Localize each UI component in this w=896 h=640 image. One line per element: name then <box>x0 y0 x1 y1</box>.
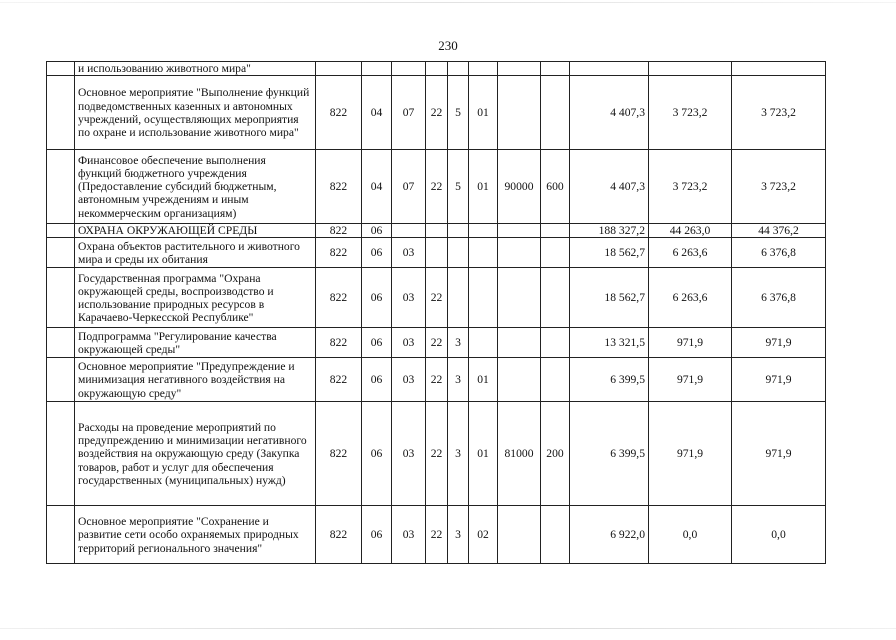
direction-code: 90000 <box>498 150 541 224</box>
main-activity-code <box>469 62 498 76</box>
section-code: 06 <box>362 358 392 402</box>
scan-edge-top <box>0 2 896 3</box>
direction-code <box>498 224 541 238</box>
amount-year-1: 18 562,7 <box>570 238 649 268</box>
table-row <box>47 268 826 328</box>
section-code: 04 <box>362 76 392 150</box>
subprogram-code <box>448 62 469 76</box>
amount-year-3: 3 723,2 <box>732 76 826 150</box>
row-name: Расходы на проведение мероприятий по предупреждению и минимизации негативного воздействия на окружающую среду (Закупка товаров, работ и услуг для обеспечения государственных (муниципальных) нужд) <box>75 402 316 506</box>
amount-year-3: 6 376,8 <box>732 238 826 268</box>
subsection-code: 07 <box>392 150 426 224</box>
subprogram-code: 3 <box>448 402 469 506</box>
subprogram-code <box>448 224 469 238</box>
table-row <box>47 358 826 402</box>
subsection-code: 03 <box>392 238 426 268</box>
subsection-code: 03 <box>392 328 426 358</box>
amount-year-3: 6 376,8 <box>732 268 826 328</box>
table-cell-blank <box>47 62 75 76</box>
amount-year-3: 0,0 <box>732 506 826 564</box>
expense-type-code <box>541 76 570 150</box>
amount-year-2: 44 263,0 <box>649 224 732 238</box>
subprogram-code <box>448 268 469 328</box>
amount-year-3: 971,9 <box>732 402 826 506</box>
main-activity-code: 01 <box>469 402 498 506</box>
main-activity-code <box>469 238 498 268</box>
subsection-code <box>392 224 426 238</box>
main-activity-code: 01 <box>469 76 498 150</box>
row-name: Финансовое обеспечение выполнения функций бюджетного учреждения (Предоставление субсидий бюджетным, автономным учреждениям и иным некоммерческим организациям) <box>75 150 316 224</box>
amount-year-2: 971,9 <box>649 328 732 358</box>
section-code: 06 <box>362 268 392 328</box>
table-cell-blank <box>47 150 75 224</box>
program-code: 22 <box>426 402 448 506</box>
expense-type-code: 200 <box>541 402 570 506</box>
section-code: 06 <box>362 238 392 268</box>
subsection-code <box>392 62 426 76</box>
grbs-code: 822 <box>316 506 362 564</box>
grbs-code: 822 <box>316 328 362 358</box>
row-name: Основное мероприятие "Сохранение и развитие сети особо охраняемых природных территорий регионального значения" <box>75 506 316 564</box>
amount-year-2: 0,0 <box>649 506 732 564</box>
program-code <box>426 62 448 76</box>
amount-year-1 <box>570 62 649 76</box>
subprogram-code <box>448 238 469 268</box>
grbs-code: 822 <box>316 150 362 224</box>
direction-code: 81000 <box>498 402 541 506</box>
program-code <box>426 238 448 268</box>
section-code: 04 <box>362 150 392 224</box>
grbs-code <box>316 62 362 76</box>
amount-year-1: 6 922,0 <box>570 506 649 564</box>
amount-year-2: 971,9 <box>649 402 732 506</box>
main-activity-code: 02 <box>469 506 498 564</box>
table-row <box>47 402 826 506</box>
program-code: 22 <box>426 150 448 224</box>
direction-code <box>498 76 541 150</box>
table-row <box>47 224 826 238</box>
grbs-code: 822 <box>316 76 362 150</box>
subsection-code: 07 <box>392 76 426 150</box>
expense-type-code <box>541 358 570 402</box>
program-code: 22 <box>426 506 448 564</box>
table-cell-blank <box>47 76 75 150</box>
row-name: Подпрограмма "Регулирование качества окружающей среды" <box>75 328 316 358</box>
page-number: 230 <box>438 38 458 53</box>
table-row <box>47 62 826 76</box>
expense-type-code <box>541 224 570 238</box>
direction-code <box>498 238 541 268</box>
scan-edge-bottom <box>0 628 896 629</box>
amount-year-1: 4 407,3 <box>570 150 649 224</box>
expense-type-code: 600 <box>541 150 570 224</box>
expense-type-code <box>541 506 570 564</box>
grbs-code: 822 <box>316 268 362 328</box>
subprogram-code: 5 <box>448 76 469 150</box>
subsection-code: 03 <box>392 268 426 328</box>
expense-type-code <box>541 238 570 268</box>
program-code <box>426 224 448 238</box>
amount-year-2: 6 263,6 <box>649 238 732 268</box>
subprogram-code: 3 <box>448 328 469 358</box>
amount-year-1: 6 399,5 <box>570 402 649 506</box>
program-code: 22 <box>426 76 448 150</box>
subprogram-code: 5 <box>448 150 469 224</box>
section-code: 06 <box>362 402 392 506</box>
direction-code <box>498 62 541 76</box>
table-cell-blank <box>47 402 75 506</box>
main-activity-code <box>469 224 498 238</box>
subsection-code: 03 <box>392 402 426 506</box>
amount-year-2: 3 723,2 <box>649 76 732 150</box>
table-cell-blank <box>47 238 75 268</box>
table-cell-blank <box>47 328 75 358</box>
direction-code <box>498 506 541 564</box>
main-activity-code <box>469 328 498 358</box>
table-row <box>47 238 826 268</box>
grbs-code: 822 <box>316 402 362 506</box>
table-row <box>47 150 826 224</box>
section-code: 06 <box>362 506 392 564</box>
subsection-code: 03 <box>392 506 426 564</box>
table-cell-blank <box>47 268 75 328</box>
program-code: 22 <box>426 328 448 358</box>
budget-table <box>46 61 826 564</box>
table-cell-blank <box>47 506 75 564</box>
row-name: Государственная программа "Охрана окружающей среды, воспроизводство и использование природных ресурсов в Карачаево-Черкесской Республике" <box>75 268 316 328</box>
amount-year-1: 188 327,2 <box>570 224 649 238</box>
direction-code <box>498 268 541 328</box>
amount-year-2: 3 723,2 <box>649 150 732 224</box>
table-row <box>47 76 826 150</box>
expense-type-code <box>541 62 570 76</box>
section-code: 06 <box>362 224 392 238</box>
row-name: Основное мероприятие "Предупреждение и минимизация негативного воздействия на окружающую среду" <box>75 358 316 402</box>
section-code: 06 <box>362 328 392 358</box>
amount-year-1: 18 562,7 <box>570 268 649 328</box>
expense-type-code <box>541 328 570 358</box>
amount-year-3 <box>732 62 826 76</box>
amount-year-1: 6 399,5 <box>570 358 649 402</box>
amount-year-3: 971,9 <box>732 328 826 358</box>
amount-year-2: 971,9 <box>649 358 732 402</box>
row-name: Основное мероприятие "Выполнение функций подведомственных казенных и автономных учреждений, осуществляющих мероприятия по охране и использование животного мира" <box>75 76 316 150</box>
table-row <box>47 328 826 358</box>
section-code <box>362 62 392 76</box>
amount-year-3: 44 376,2 <box>732 224 826 238</box>
subprogram-code: 3 <box>448 506 469 564</box>
table-cell-blank <box>47 224 75 238</box>
program-code: 22 <box>426 268 448 328</box>
grbs-code: 822 <box>316 224 362 238</box>
program-code: 22 <box>426 358 448 402</box>
grbs-code: 822 <box>316 238 362 268</box>
amount-year-2 <box>649 62 732 76</box>
grbs-code: 822 <box>316 358 362 402</box>
subsection-code: 03 <box>392 358 426 402</box>
amount-year-1: 4 407,3 <box>570 76 649 150</box>
table-row <box>47 506 826 564</box>
main-activity-code: 01 <box>469 358 498 402</box>
main-activity-code <box>469 268 498 328</box>
row-name: и использованию животного мира" <box>75 62 316 76</box>
amount-year-1: 13 321,5 <box>570 328 649 358</box>
row-name: Охрана объектов растительного и животного мира и среды их обитания <box>75 238 316 268</box>
amount-year-2: 6 263,6 <box>649 268 732 328</box>
main-activity-code: 01 <box>469 150 498 224</box>
expense-type-code <box>541 268 570 328</box>
amount-year-3: 971,9 <box>732 358 826 402</box>
direction-code <box>498 358 541 402</box>
subprogram-code: 3 <box>448 358 469 402</box>
row-name: ОХРАНА ОКРУЖАЮЩЕЙ СРЕДЫ <box>75 224 316 238</box>
table-cell-blank <box>47 358 75 402</box>
amount-year-3: 3 723,2 <box>732 150 826 224</box>
direction-code <box>498 328 541 358</box>
